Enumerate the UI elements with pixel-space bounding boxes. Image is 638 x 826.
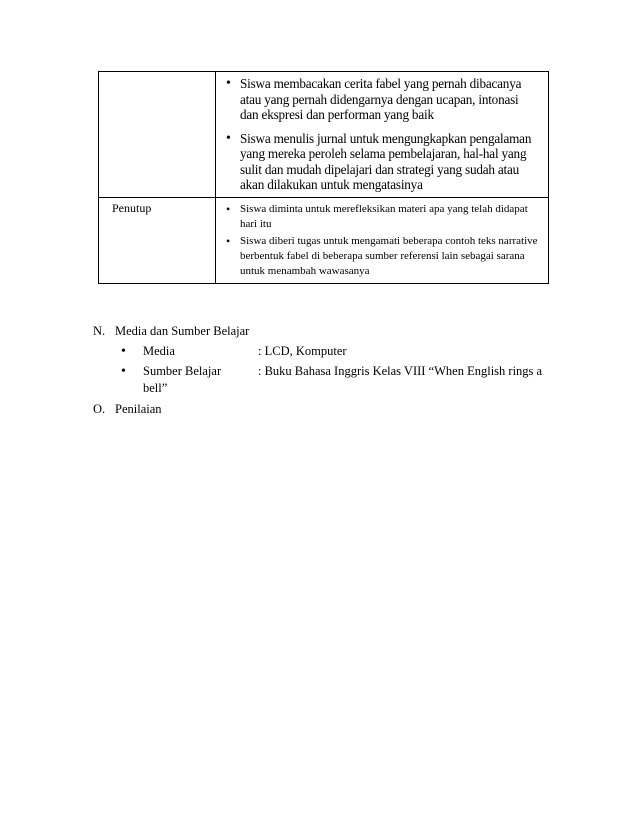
section-title: Media dan Sumber Belajar [115,324,250,338]
section-heading [93,401,162,418]
bullet-icon: • [121,344,126,359]
media-label [143,363,258,397]
learning-activities-table [98,71,549,284]
row-content [216,197,549,283]
table-row [99,197,549,283]
media-value: : Buku Bahasa Inggris Kelas VIII “When English rings a [258,364,543,378]
activity-list [224,202,540,279]
section-letter: O. [93,402,106,416]
activity-list [224,76,540,193]
row-label: Penutup [99,197,216,283]
section-letter: N. [93,324,106,338]
bullet-icon: • [121,364,126,379]
list-item: • Siswa membacakan cerita fabel yang pernah dibacanya atau yang pernah didengarnya dengan ucapan, intonasi dan ekspresi dan performan yang baik [224,76,540,123]
list-item: • Siswa diberi tugas untuk mengamati beberapa contoh teks narrative berbentuk fabel di beberapa sumber referensi lain sebagai sarana untuk menambah wawasanya [224,234,540,279]
section-media [93,323,563,397]
media-label-continuation: bell” [143,381,168,395]
list-item: • Siswa diminta untuk merefleksikan materi apa yang telah didapat hari itu [224,202,540,232]
media-value: : LCD, Komputer [258,344,347,358]
row-label [99,72,216,198]
list-item: • Siswa menulis jurnal untuk mengungkapkan pengalaman yang mereka peroleh selama pembelajaran, hal-hal yang sulit dan mudah dipelajari dan strategi yang sudah atau akan dilakukan untuk mengatasinya [224,131,540,193]
section-title: Penilaian [115,402,162,416]
row-content [216,72,549,198]
section-assessment [93,401,162,418]
media-label-text: Sumber Belajar [143,364,222,378]
media-row [93,363,563,397]
table-row [99,72,549,198]
media-label: Media [143,344,175,358]
media-row [93,343,563,360]
section-heading [93,323,563,340]
